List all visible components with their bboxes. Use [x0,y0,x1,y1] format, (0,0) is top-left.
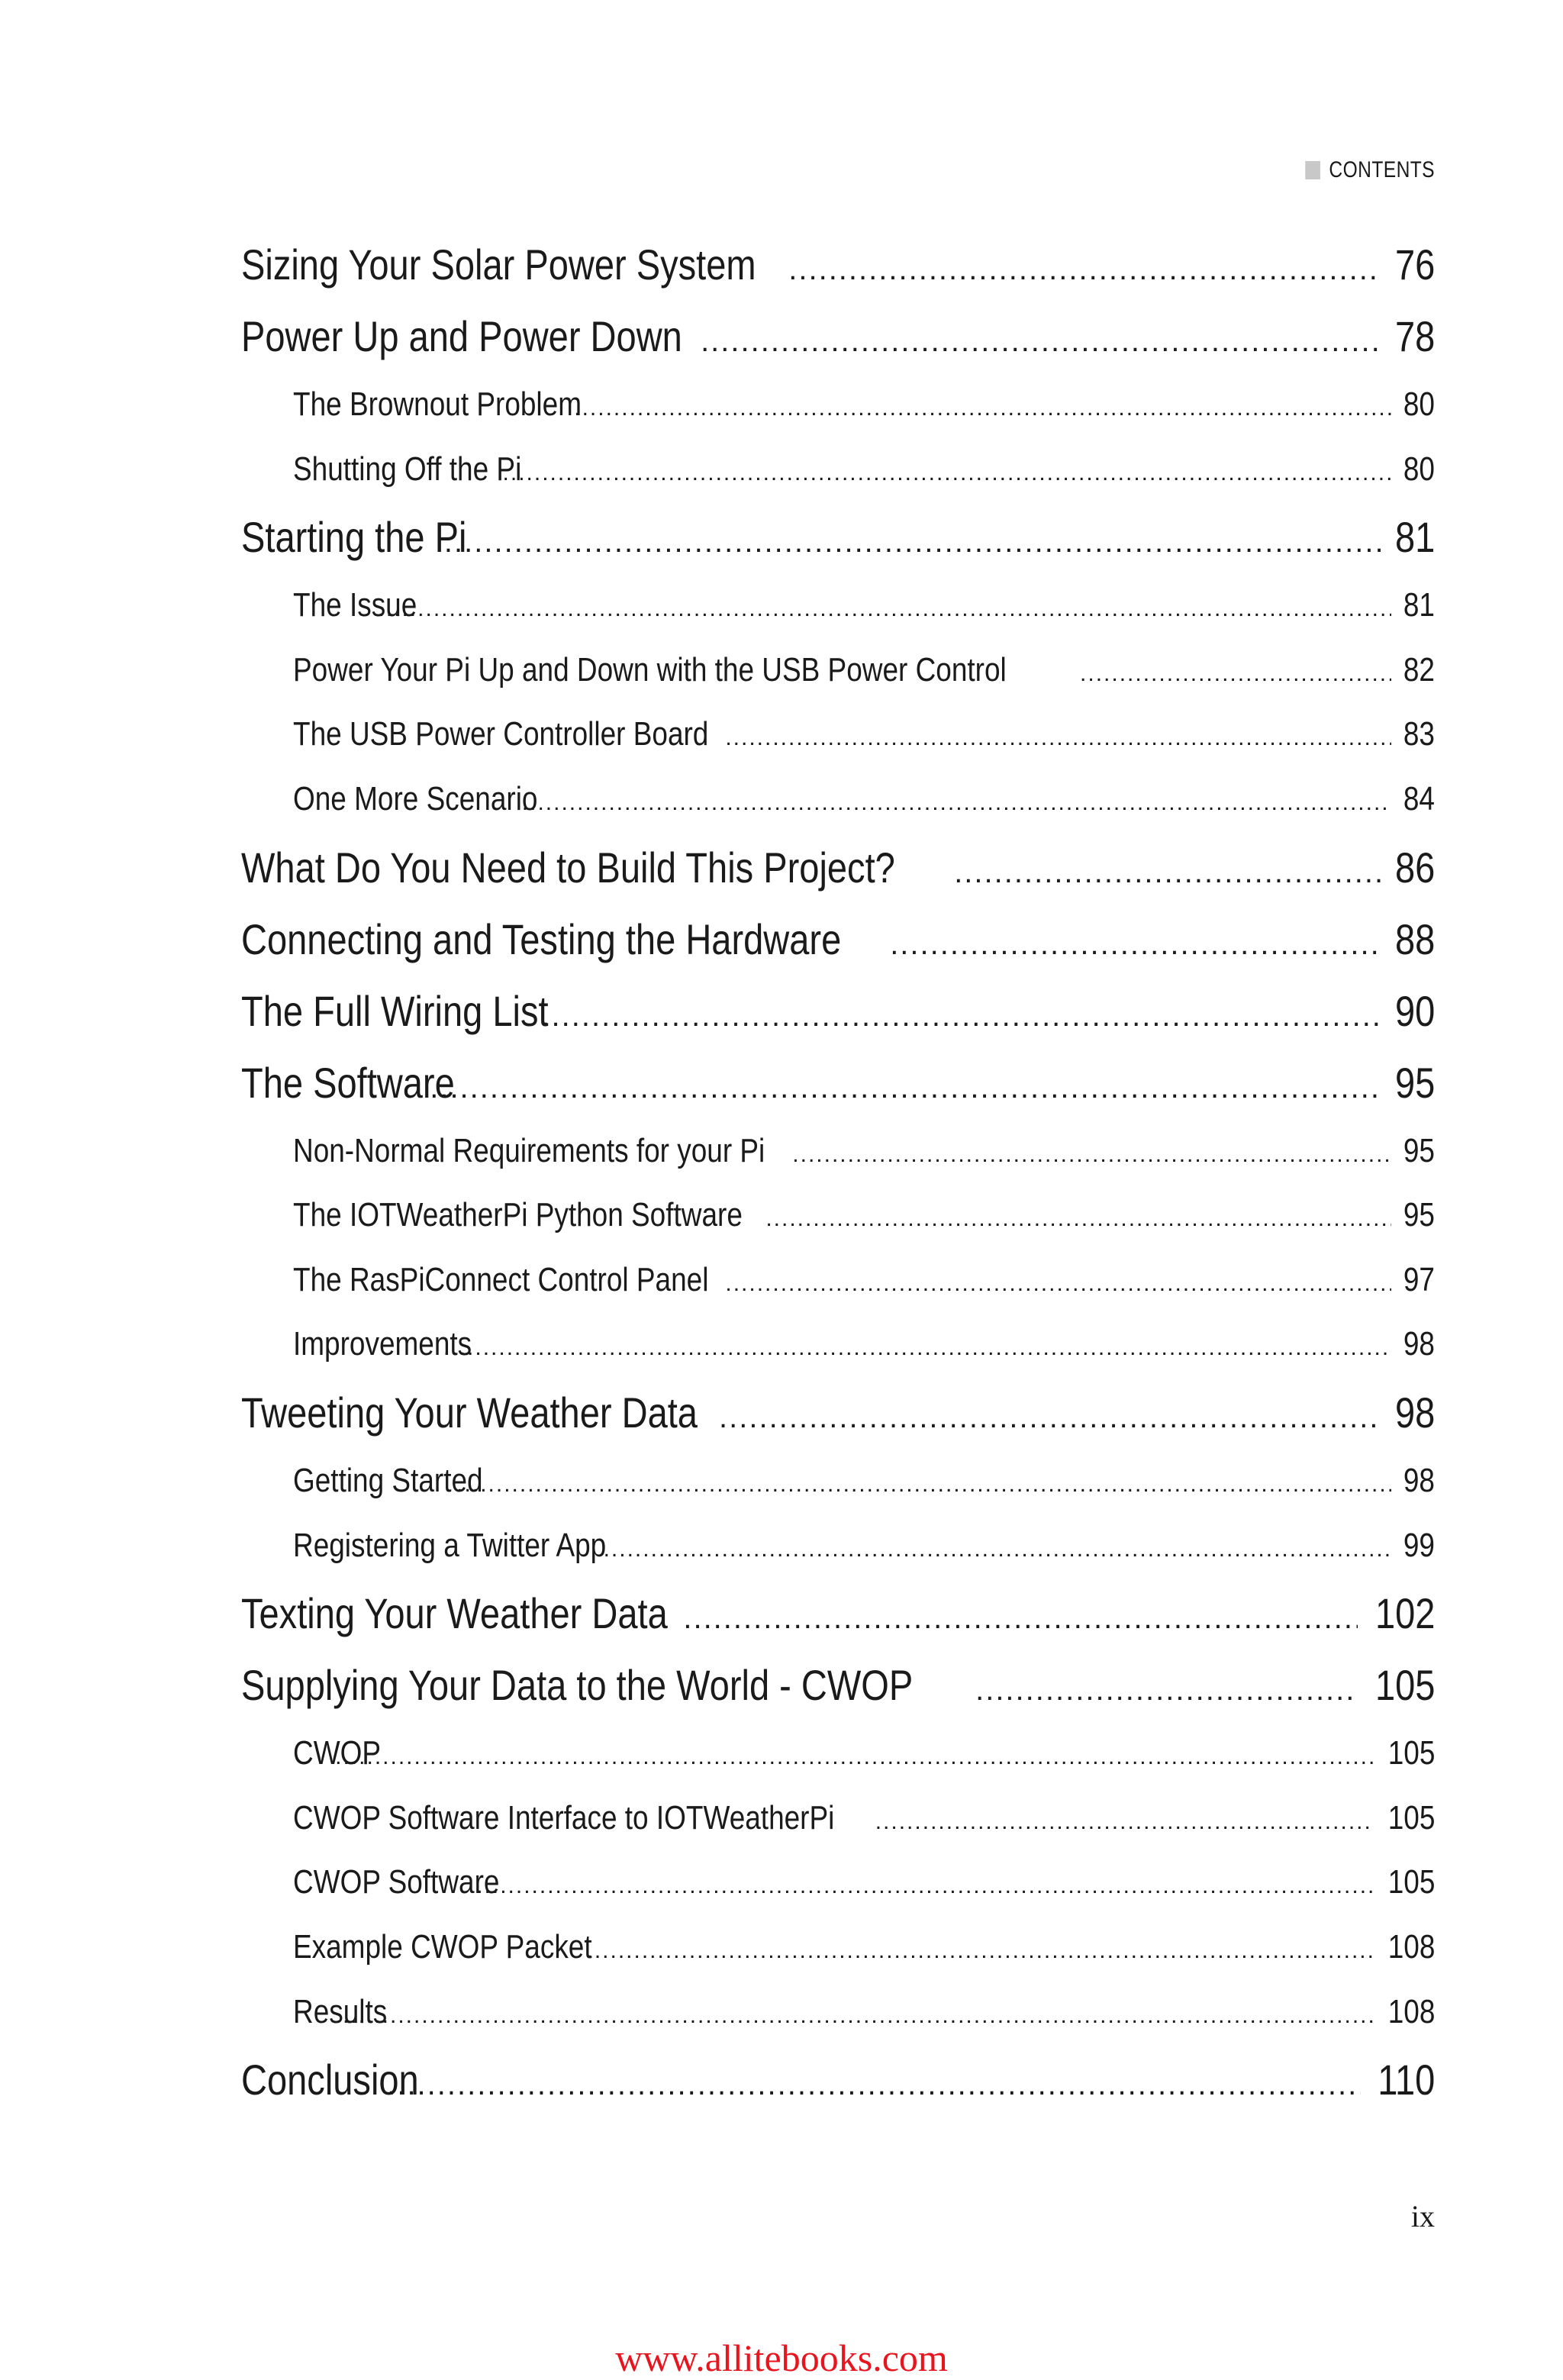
toc-entry-title: Non-Normal Requirements for your Pi [293,1131,765,1169]
toc-entry-title: CWOP Software [293,1863,500,1901]
toc-section-entry[interactable] [241,702,1435,767]
toc-chapter-entry[interactable] [241,501,1435,573]
toc-entry-title: The USB Power Controller Board [293,715,709,753]
dot-leader [430,1052,1381,1124]
toc-entry-title: Tweeting Your Weather Data [241,1388,698,1437]
toc-entry-title: The Issue [293,586,417,624]
toc-entry-title: Results [293,1992,388,2030]
dot-leader [503,441,1392,506]
toc-chapter-entry[interactable] [241,2044,1435,2116]
toc-chapter-entry[interactable] [241,1377,1435,1449]
toc-section-entry[interactable] [241,638,1435,703]
toc-entry-page: 108 [1387,1992,1435,2030]
toc-section-entry[interactable] [241,1514,1435,1579]
dot-leader [875,1790,1373,1855]
toc-entry-page: 110 [1378,2056,1435,2104]
toc-entry-title: Power Your Pi Up and Down with the USB Power Control [293,650,1007,689]
page-number: ix [1410,2199,1435,2233]
toc-entry-title: CWOP Software Interface to IOTWeatherPi [293,1798,835,1837]
toc-section-entry[interactable] [241,1248,1435,1313]
dot-leader [725,706,1391,771]
dot-leader [574,376,1391,441]
dot-leader [788,234,1381,305]
toc-entry-title: The Brownout Problem [293,385,582,423]
toc-entry-page: 98 [1394,1388,1435,1437]
toc-entry-title: Registering a Twitter App [293,1526,607,1564]
dot-leader [443,1316,1391,1381]
dot-leader [335,1725,1372,1790]
dot-leader [541,980,1381,1052]
toc-section-entry[interactable] [241,372,1435,437]
table-of-contents [241,229,1435,2116]
toc-section-entry[interactable] [241,1850,1435,1915]
dot-leader [476,1854,1372,1919]
toc-entry-page: 86 [1394,843,1435,892]
toc-entry-title: The Full Wiring List [241,986,549,1035]
toc-entry-title: Connecting and Testing the Hardware [241,914,842,963]
toc-section-entry[interactable] [241,437,1435,502]
toc-entry-title: Power Up and Power Down [241,312,682,360]
toc-section-entry[interactable] [241,1119,1435,1184]
toc-entry-title: Supplying Your Data to the World - CWOP [241,1661,914,1710]
toc-entry-title: The IOTWeatherPi Python Software [293,1196,743,1234]
toc-chapter-entry[interactable] [241,301,1435,372]
toc-entry-page: 90 [1394,986,1435,1035]
dot-leader [522,771,1391,836]
toc-entry-page: 81 [1403,586,1435,624]
toc-chapter-entry[interactable] [241,976,1435,1047]
toc-chapter-entry[interactable] [241,1047,1435,1119]
dot-leader [343,1984,1373,2049]
website-link[interactable]: www.allitebooks.com [615,2336,948,2379]
toc-entry-title: What Do You Need to Build This Project? [241,843,895,892]
toc-entry-page: 95 [1394,1058,1435,1107]
toc-entry-title: Shutting Off the Pi [293,450,522,488]
header-square-icon [1305,161,1320,179]
dot-leader [683,1582,1357,1654]
toc-entry-title: One More Scenario [293,779,538,818]
toc-section-entry[interactable] [241,1786,1435,1851]
toc-chapter-entry[interactable] [241,1578,1435,1650]
dot-leader [604,1517,1391,1582]
toc-section-entry[interactable] [241,1449,1435,1514]
toc-entry-title: Improvements [293,1325,472,1363]
toc-entry-page: 81 [1394,513,1435,562]
toc-section-entry[interactable] [241,1915,1435,1980]
toc-entry-page: 76 [1394,240,1435,289]
toc-entry-page: 84 [1403,779,1435,818]
toc-entry-page: 105 [1374,1661,1435,1710]
toc-entry-page: 78 [1394,312,1435,360]
toc-entry-title: The Software [241,1058,455,1107]
toc-section-entry[interactable] [241,1721,1435,1786]
header-label: CONTENTS [1329,157,1435,182]
toc-chapter-entry[interactable] [241,229,1435,301]
toc-entry-page: 108 [1387,1927,1435,1966]
toc-entry-page: 99 [1403,1526,1435,1564]
dot-leader [725,1252,1391,1317]
toc-entry-title: Texting Your Weather Data [241,1589,668,1638]
toc-entry-page: 95 [1403,1131,1435,1169]
toc-entry-title: CWOP [293,1734,381,1772]
toc-entry-page: 98 [1403,1325,1435,1363]
toc-entry-title: Sizing Your Solar Power System [241,240,756,289]
toc-entry-page: 105 [1387,1798,1435,1837]
toc-section-entry[interactable] [241,1980,1435,2045]
toc-entry-title: The RasPiConnect Control Panel [293,1260,709,1298]
dot-leader [890,908,1381,980]
dot-leader [378,577,1391,642]
dot-leader [954,837,1381,908]
toc-entry-title: Conclusion [241,2056,419,2104]
dot-leader [444,506,1381,578]
running-header [1305,157,1435,183]
toc-entry-page: 102 [1374,1589,1435,1638]
toc-entry-page: 80 [1403,385,1435,423]
toc-entry-page: 105 [1387,1734,1435,1772]
toc-section-entry[interactable] [241,573,1435,638]
toc-entry-page: 97 [1403,1260,1435,1298]
toc-entry-page: 95 [1403,1196,1435,1234]
dot-leader [1080,642,1391,707]
toc-entry-page: 80 [1403,450,1435,488]
toc-section-entry[interactable] [241,1183,1435,1248]
toc-entry-title: Starting the Pi [241,513,467,562]
toc-entry-title: Example CWOP Packet [293,1927,592,1966]
dot-leader [456,1453,1391,1517]
toc-chapter-entry[interactable] [241,904,1435,976]
toc-entry-page: 105 [1387,1863,1435,1901]
toc-entry-page: 88 [1394,914,1435,963]
dot-leader [792,1123,1391,1188]
toc-chapter-entry[interactable] [241,832,1435,904]
dot-leader [387,2049,1361,2120]
dot-leader [719,1382,1381,1453]
dot-leader [701,305,1381,377]
toc-section-entry[interactable] [241,767,1435,832]
toc-entry-page: 98 [1403,1461,1435,1499]
toc-section-entry[interactable] [241,1312,1435,1377]
toc-entry-page: 83 [1403,715,1435,753]
dot-leader [765,1187,1391,1252]
dot-leader [586,1919,1372,1984]
toc-entry-page: 82 [1403,650,1435,689]
toc-chapter-entry[interactable] [241,1650,1435,1721]
dot-leader [975,1654,1357,1726]
toc-entry-title: Getting Started [293,1461,483,1499]
